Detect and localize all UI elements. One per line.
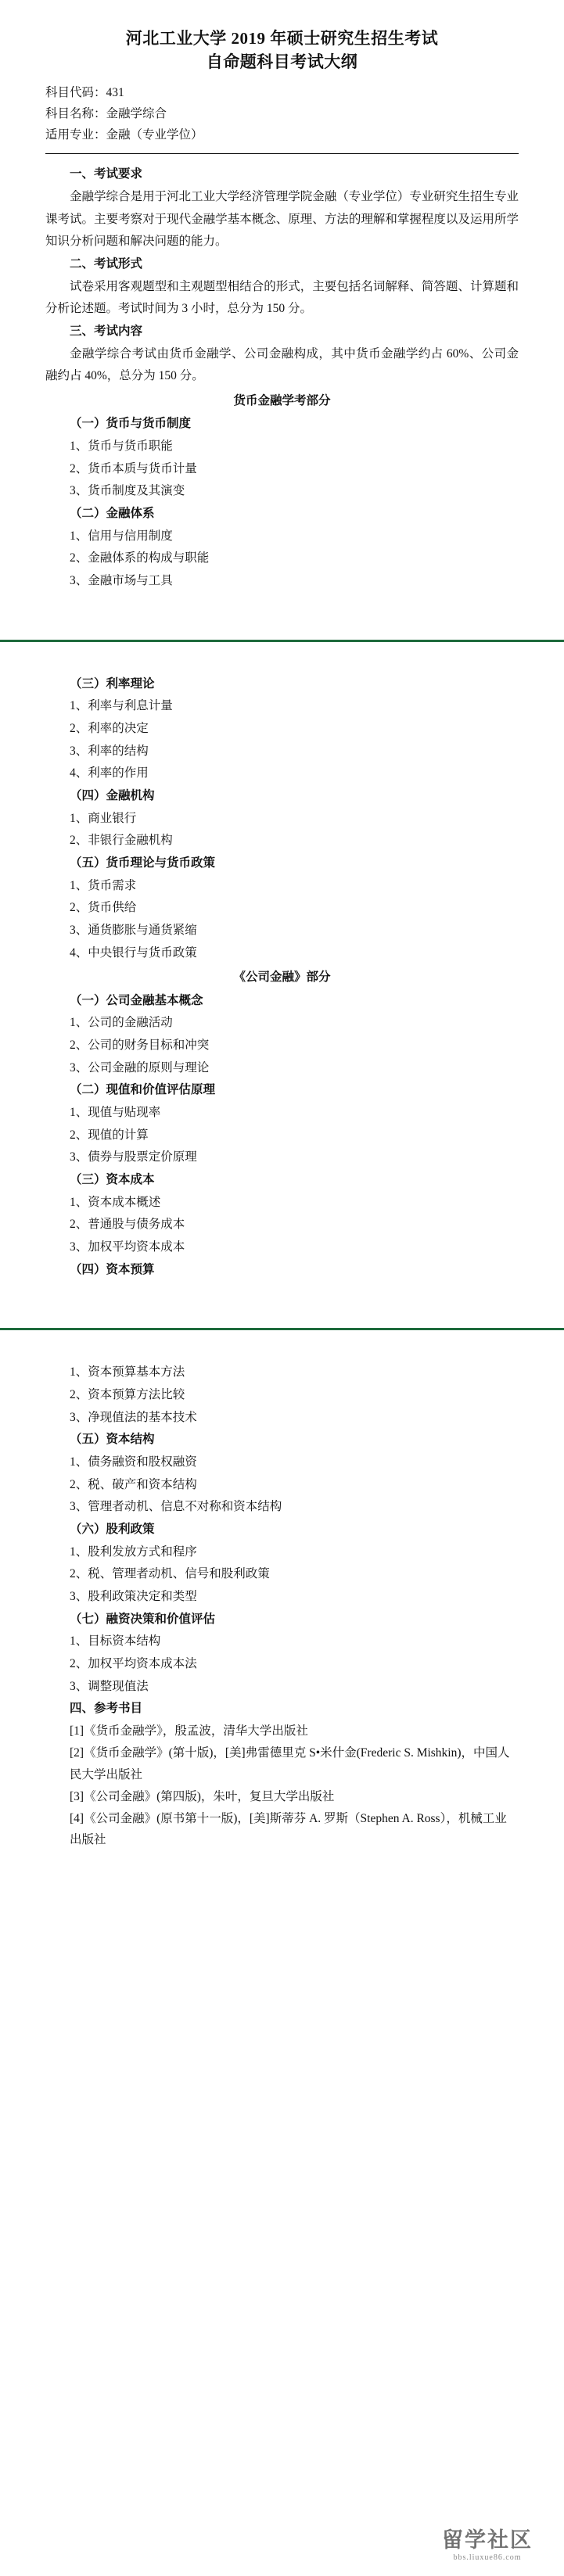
- part1-group-3-item-0: 1、商业银行: [70, 811, 137, 825]
- reference-item-2: [3]《公司金融》(第四版)，朱叶，复旦大学出版社: [70, 1789, 335, 1803]
- section-heading-exam-form: 二、考试形式: [70, 257, 143, 271]
- reference-item-0: [1]《货币金融学》，殷孟波，清华大学出版社: [70, 1724, 308, 1738]
- part2-group-2-item-2: 3、加权平均资本成本: [70, 1240, 185, 1254]
- part2-group-0-item-1: 2、公司的财务目标和冲突: [70, 1038, 210, 1052]
- sheet-gap-1: [0, 607, 564, 640]
- sheet-3: [0, 1330, 564, 1875]
- part2-heading: 《公司金融》部分: [233, 970, 331, 985]
- section-body-exam-content: 金融学综合考试由货币金融学、公司金融构成，其中货币金融学约占 60%、公司金融约占 40%，总分为 150 分。: [45, 346, 519, 383]
- part2-group-6-item-1: 2、加权平均资本成本法: [70, 1656, 197, 1670]
- part2-group-1-item-2: 3、债券与股票定价原理: [70, 1150, 197, 1164]
- part2-group-6-item-0: 1、目标资本结构: [70, 1634, 161, 1649]
- part1-group-0-heading: （一）货币与货币制度: [70, 417, 192, 431]
- part1-group-4-item-2: 3、通货膨胀与通货紧缩: [70, 923, 197, 937]
- part2-group-4-item-0: 1、债务融资和股权融资: [70, 1455, 197, 1469]
- part2-group-0-item-2: 3、公司金融的原则与理论: [70, 1060, 210, 1075]
- part1-group-1-item-2: 3、金融市场与工具: [70, 573, 173, 587]
- part2-group-6-item-2: 3、调整现值法: [70, 1679, 149, 1693]
- subject-name: 科目名称：金融学综合: [45, 107, 167, 120]
- part1-group-2-item-0: 1、利率与利息计量: [70, 699, 173, 713]
- section-heading-exam-content: 三、考试内容: [70, 324, 143, 338]
- part1-group-3-heading: （四）金融机构: [70, 788, 155, 802]
- watermark-sub-text: bbs.liuxue86.com: [453, 2553, 522, 2562]
- part1-group-4-item-3: 4、中央银行与货币政策: [70, 945, 197, 960]
- applicable-major: 适用专业：金融（专业学位）: [45, 128, 203, 142]
- part2-group-1-heading: （二）现值和价值评估原理: [70, 1083, 216, 1097]
- part2-group-0-heading: （一）公司金融基本概念: [70, 993, 203, 1007]
- page-title: [45, 27, 519, 74]
- part2-group-4-item-1: 2、税、破产和资本结构: [70, 1477, 197, 1491]
- part2-group-2-heading: （三）资本成本: [70, 1172, 155, 1186]
- sheet-1: [0, 0, 564, 607]
- part1-heading: 货币金融学考部分: [233, 393, 331, 407]
- part1-group-0-item-2: 3、货币制度及其演变: [70, 484, 185, 498]
- part1-group-0-item-0: 1、货币与货币职能: [70, 439, 173, 453]
- section-heading-exam-requirement: 一、考试要求: [70, 167, 143, 181]
- part2-group-2-item-1: 2、普通股与债务成本: [70, 1218, 185, 1232]
- part2-group-1-item-1: 2、现值的计算: [70, 1128, 149, 1142]
- reference-item-1: [2]《货币金融学》(第十版)，[美]弗雷德里克 S•米什金(Frederic S. Mishkin)，中国人民大学出版社: [70, 1745, 510, 1781]
- part2-group-6-heading: （七）融资决策和价值评估: [70, 1612, 216, 1626]
- part2-group-2-item-0: 1、资本成本概述: [70, 1195, 161, 1209]
- sheet-2: [0, 642, 564, 1296]
- part1-group-2-item-3: 4、利率的作用: [70, 766, 149, 780]
- part1-group-1-item-1: 2、金融体系的构成与职能: [70, 551, 210, 565]
- section-body-exam-form: 试卷采用客观题型和主观题型相结合的形式，主要包括名词解释、简答题、计算题和分析论述题。考试时间为 3 小时，总分为 150 分。: [45, 279, 519, 316]
- document-meta: [45, 82, 519, 145]
- part2-group-5-item-1: 2、税、管理者动机、信号和股利政策: [70, 1567, 270, 1581]
- part1-group-3-item-1: 2、非银行金融机构: [70, 834, 173, 848]
- part1-group-1-heading: （二）金融体系: [70, 506, 155, 520]
- part1-group-1-item-0: 1、信用与信用制度: [70, 529, 173, 543]
- watermark-main-text: 留学社区: [442, 2528, 533, 2552]
- title-line-2: 自命题科目考试大纲: [206, 52, 358, 72]
- title-line-1: 河北工业大学 2019 年硕士研究生招生考试: [125, 29, 439, 48]
- part2-group-0-item-0: 1、公司的金融活动: [70, 1016, 173, 1030]
- part2-group-3-item-1: 2、资本预算方法比较: [70, 1387, 185, 1401]
- part1-group-4-heading: （五）货币理论与货币政策: [70, 856, 216, 870]
- part1-group-2-heading: （三）利率理论: [70, 676, 155, 691]
- part1-group-2-item-2: 3、利率的结构: [70, 744, 149, 758]
- part2-group-3-item-2: 3、净现值法的基本技术: [70, 1410, 197, 1424]
- references-heading: 四、参考书目: [70, 1702, 143, 1716]
- part2-group-5-heading: （六）股利政策: [70, 1522, 155, 1536]
- part1-group-4-item-0: 1、货币需求: [70, 878, 137, 892]
- sheet-gap-2: [0, 1295, 564, 1328]
- part2-group-5-item-2: 3、股利政策决定和类型: [70, 1589, 197, 1603]
- part2-group-4-item-2: 3、管理者动机、信息不对称和资本结构: [70, 1500, 282, 1514]
- part1-group-4-item-1: 2、货币供给: [70, 901, 137, 915]
- part2-group-3-heading: （四）资本预算: [70, 1262, 155, 1276]
- header-divider: [45, 153, 519, 154]
- reference-item-3: [4]《公司金融》(原书第十一版)，[美]斯蒂芬 A. 罗斯（Stephen A. Ross），机械工业出版社: [70, 1811, 507, 1847]
- subject-code: 科目代码：431: [45, 85, 124, 99]
- section-body-exam-requirement: 金融学综合是用于河北工业大学经济管理学院金融（专业学位）专业研究生招生专业课考试。主要考察对于现代金融学基本概念、原理、方法的理解和掌握程度以及运用所学知识分析问题和解决问题的能力。: [45, 189, 519, 249]
- part2-group-5-item-0: 1、股利发放方式和程序: [70, 1545, 197, 1559]
- part2-group-3-item-0: 1、资本预算基本方法: [70, 1365, 185, 1379]
- part2-group-1-item-0: 1、现值与贴现率: [70, 1105, 161, 1119]
- part2-group-4-heading: （五）资本结构: [70, 1433, 155, 1447]
- watermark: [442, 2530, 533, 2562]
- part1-group-0-item-1: 2、货币本质与货币计量: [70, 461, 197, 475]
- part1-group-2-item-1: 2、利率的决定: [70, 721, 149, 735]
